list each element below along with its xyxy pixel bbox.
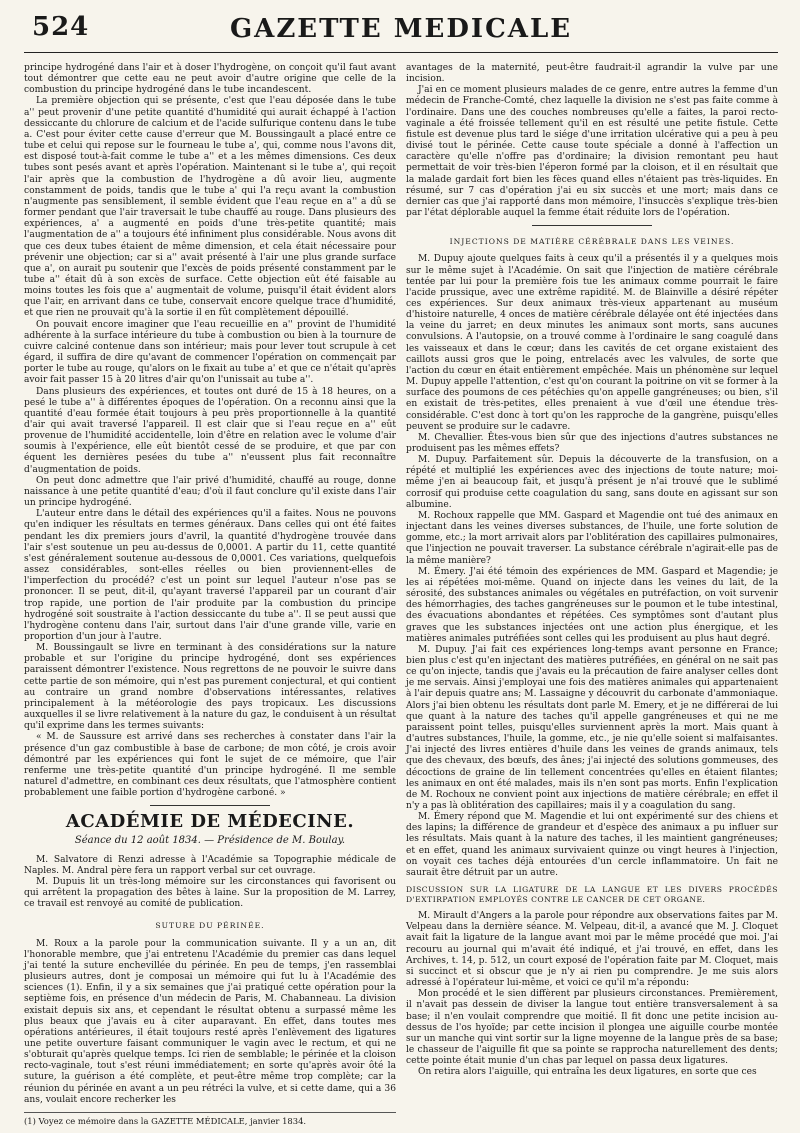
paragraph: principe hydrogéné dans l'air et à doser l'hydrogène, on conçoit qu'il faut avant tout démontrer que cette eau ne peut avoir d'autre origine que celle de la combustion du principe hydrogéné dans le tube incandescent. xyxy=(24,63,396,96)
subsection-heading: INJECTIONS DE MATIÈRE CÉRÉBRALE DANS LES VEINES. xyxy=(449,237,735,247)
paragraph: M. Dupuy. J'ai fait ces expériences long-temps avant personne en France; bien plus c'est qu'en injectant des matières putréfiées, en général on ne sait pas ce qu'on injecte, tandis que j'avais eu la précaution de faire analyser celles dont je me servais. Ainsi j'employai une fois des matières animales qui appartenaient à l'air depuis quatre ans; M. Lassaigne y découvrit du carbonate d'ammoniaque. Alors j'ai bien obtenu les résultats dont parle M. Emery, et je ne différerai de lui que quant à la nature des taches qu'il appelle gangréneuses et qui ne me paraissent point telles, puisqu'elles surviennent après la mort. Mais quant à d'autres substances, l'huile, la gomme, etc., je nie qu'elle soient si malfaisantes. J'ai injecté des livres entières d'huile dans les veines de grands animaux, tels que des chevaux, des bœufs, des ânes; j'ai injecté des solutions gommeuses, des décoctions de graine de lin tellement concentrées qu'elles en étaient filantes; les animaux en ont été malades, mais ils n'en sont pas morts. Enfin l'explication de M. Rochoux ne convient point aux injections de matière cérébrale; en effet il n'y a pas là oblitération des capillaires; mais il y a coagulation du sang. xyxy=(406,644,778,811)
paragraph: M. Dupuy. Parfaitement sûr. Depuis la découverte de la transfusion, on a répété et multiplié les expériences avec des injections de toute nature; moi-même j'en ai beaucoup fait, et jusqu'à présent je n'ai trouvé que le sublimé corrosif qui produise cette coagulation du sang, sans doute en agissant sur son albumine. xyxy=(406,455,778,510)
paragraph: M. Chevallier. Êtes-vous bien sûr que des injections d'autres substances ne produisent pas les mêmes effets? xyxy=(406,432,778,454)
footnote: (1) Voyez ce mémoire dans la GAZETTE MÉDICALE, janvier 1834. xyxy=(24,1112,396,1127)
paragraph: M. Boussingault se livre en terminant à des considérations sur la nature probable et sur l'origine du principe hydrogéné, dont ses expériences paraissent démontrer l'existence. Nous regrettons de ne pouvoir le suivre dans cette partie de son mémoire, qui n'est pas purement conjectural, et qui contient au contraire un grand nombre d'observations intéressantes, relatives principalement à la météorologie des pays tropicaux. Les discussions auxquelles il se livre relativement à la nature du gaz, le conduisent à un résultat qu'il exprime dans les termes suivants: xyxy=(24,643,396,732)
paragraph: M. Dupuy ajoute quelques faits à ceux qu'il a présentés il y a quelques mois sur le même sujet à l'Académie. On sait que l'injection de matière cérébrale tentée par lui pour la première fois tue les animaux comme pourrait le faire l'acide prussique, avec une extrême rapidité. M. de Blainville a désiré répéter ces expériences. Sur deux animaux très-vieux appartenant au muséum d'histoire naturelle, 4 onces de matière cérébrale délayée ont été injectées dans la veine du jarret; en deux minutes les animaux sont morts, sans aucunes convulsions. A l'autopsie, on a trouvé comme à l'ordinaire le sang coagulé dans les vaisseaux et dans le cœur; dans les cavités de cet organe existaient des caillots aussi gros que le poing, entrelacés avec les valvules, de sorte que l'action du cœur en était entièrement empêchée. Mais un phénomène sur lequel M. Dupuy appelle l'attention, c'est qu'on courant la poitrine on vit se former à la surface des poumons de ces pétéchies qu'on appelle gangréneuses; ou bien, s'il en existait de très-petites, elles prenaient à vue d'œil une étendue très-considérable. C'est donc à tort qu'on les rapproche de la gangrène, puisqu'elles peuvent se produire sur le cadavre. xyxy=(406,254,779,432)
quotation-paragraph: « M. de Saussure est arrivé dans ses recherches à constater dans l'air la présence d'un gaz combustible à base de carbone; de mon côté, je crois avoir démontré par les expériences qui font le sujet de ce mémoire, que l'air renferme une très-petite quantité d'un principe hydrogéné. Il me semble naturel d'admettre, en combinant ces deux résultats, que l'atmosphère contient probablement une faible portion d'hydrogène carboné. » xyxy=(24,732,396,799)
paragraph: M. Rochoux rappelle que MM. Gaspard et Magendie ont tué des animaux en injectant dans les veines diverses substances, de l'huile, une forte solution de gomme, etc.; la mort arrivait alors par l'oblitération des capillaires pulmonaires, que l'injection ne pouvait traverser. La substance cérébrale n'agirait-elle pas de la même manière? xyxy=(406,510,778,566)
journal-title: GAZETTE MEDICALE xyxy=(229,14,573,44)
divider xyxy=(532,225,652,226)
masthead xyxy=(24,8,778,53)
paragraph: M. Émery. J'ai été témoin des expériences de MM. Gaspard et Magendie; je les ai répétées moi-même. Quand on injecte dans les veines du lait, de la sérosité, des substances animales ou végétales en putréfaction, on voit survenir des hémorrhagies, des taches gangréneuses sur le poumon et le tube intestinal, des évacuations abondantes et répétées. Ces symptômes sont d'autant plus graves que les substances injectées ont une action plus énergique, et les matières animales putréfiées sont celles qui les produisent au plus haut degré. xyxy=(406,566,778,644)
paragraph: M. Mirault d'Angers a la parole pour répondre aux observations faites par M. Velpeau dans la dernière séance. M. Velpeau, dit-il, a avancé que M. J. Cloquet avait fait la ligature de la langue avant moi par le même procédé que moi. J'ai recouru au journal qui m'avait été indiqué, et j'ai trouvé, en effet, dans les Archives, t. 14, p. 512, un court exposé de l'opération faite par M. Cloquet, mais si succinct et si obscur que je n'y ai rien pu comprendre. Je me suis alors adressé à l'opérateur lui-même, et voici ce qu'il m'a répondu: xyxy=(406,911,778,989)
paragraph: M. Salvatore di Renzi adresse à l'Académie sa Topographie médicale de Naples. M. Andral père fera un rapport verbal sur cet ouvrage. xyxy=(24,854,396,876)
page-number: 524 xyxy=(32,12,90,42)
session-line: Séance du 12 août 1834. — Présidence de M. Boulay. xyxy=(74,835,346,847)
paragraph: Mon procédé et le sien diffèrent par plusieurs circonstances. Premièrement, il n'avait pas dessein de diviser la langue tout entière transversalement à sa base; il n'en voulait comprendre que moitié. Il fit donc une petite incision au-dessus de l'os hyoïde; par cette incision il plongea une aiguille courbe montée sur un manche qui vint sortir sur la ligne moyenne de la langue près de sa base; le chasseur de l'aiguille fit que sa pointe se rapprocha naturellement des dents; cette pointe était munie d'un chas par lequel on passa deux ligatures. xyxy=(406,989,778,1067)
paragraph: avantages de la maternité, peut-être faudrait-il agrandir la vulve par une incision. xyxy=(406,63,778,85)
section-title: ACADÉMIE DE MÉDECINE. xyxy=(65,811,355,833)
left-column xyxy=(24,63,396,1127)
divider xyxy=(150,805,270,806)
subsection-heading: DISCUSSION SUR LA LIGATURE DE LA LANGUE ET LES DIVERS PROCÉDÉS D'EXTIRPATION EMPLOYÉS CONTRE LE CANCER DE CET ORGANE. xyxy=(406,885,778,905)
right-column xyxy=(406,63,778,1127)
paragraph: L'auteur entre dans le détail des expériences qu'il a faites. Nous ne pouvons qu'en indiquer les résultats en termes généraux. Dans celles qui ont été faites pendant les dix premiers jours d'avril, la quantité d'hydrogène trouvée dans l'air s'est soutenue un peu au-dessus de 0,0001. A partir du 11, cette quantité s'est généralement soutenue au-dessous de 0,0001. Ces variations, quelquefois assez considérables, sont-elles réelles ou bien proviennent-elles de l'imperfection du procédé? c'est un point sur lequel l'auteur n'ose pas se prononcer. Il se peut, dit-il, qu'ayant traversé l'appareil par un courant d'air trop rapide, une portion de l'air produite par la combustion du principe hydrogéné soit soustraite à l'action dessiccante du tube a''. Il se peut aussi que l'hydrogène contenu dans l'air, surtout dans l'air d'une grande ville, varie en proportion d'un jour à l'autre. xyxy=(24,509,396,642)
paragraph: La première objection qui se présente, c'est que l'eau déposée dans le tube a'' peut provenir d'une petite quantité d'humidité qui aurait échappé à l'action dessiccante du chlorure de calcium et de l'acide sulfurique contenu dans le tube a. C'est pour éviter cette cause d'erreur que M. Boussingault a placé entre ce tube et celui qui repose sur le fourneau le tube a', qui, comme nous l'avons dit, est disposé tout-à-fait comme le tube a'' et a les mêmes dimensions. Ces deux tubes sont pesés avant et après l'opération. Maintenant si le tube a', qui reçoit l'air après que la combustion de l'hydrogène a dû avoir lieu, augmente constamment de poids, tandis que le tube a' qui l'a reçu avant la combustion n'augmente pas sensiblement, il semble évident que l'eau reçue en a'' a dû se former pendant que l'air traversait le tube chauffé au rouge. Dans plusieurs des expériences, a' a augmenté en poids d'une très-petite quantité; mais l'augmentation de a'' a toujours été infiniment plus considérable. Nous avons dit que ces deux tubes étaient de même dimension, et cela était nécessaire pour prévenir une objection; car si a'' avait présenté à l'air une plus grande surface que a', on aurait pu soutenir que l'excès de poids présenté constamment par le tube a'' était dû à son excès de surface. Cette objection eût été faisable au moins toutes les fois que a' augmentait de volume, puisqu'il était évident alors que l'air, en arrivant dans ce tube, conservait encore quelque trace d'humidité, et que rien ne prouvait qu'à la sortie il en fût complètement dépouillé. xyxy=(24,96,396,319)
text-columns xyxy=(24,63,778,1127)
paragraph: On pouvait encore imaginer que l'eau recueillie en a'' provint de l'humidité adhérente à la surface intérieure du tube à combustion ou bien à la tournure de cuivre calciné contenue dans son intérieur; mais pour lever tout scrupule à cet égard, il suffira de dire qu'avant de commencer l'opération on commençait par porter le tube au rouge, qu'alors on le fixait au tube a' et que ce n'était qu'après avoir fait passer 15 à 20 litres d'air qu'on l'unissait au tube a''. xyxy=(24,319,396,386)
subsection-heading: SUTURE DU PÉRINÉE. xyxy=(155,921,265,931)
paragraph: J'ai en ce moment plusieurs malades de ce genre, entre autres la femme d'un médecin de Franche-Comté, chez laquelle la division ne s'est pas faite comme à l'ordinaire. Dans une des couches nombreuses qu'elle a faites, la paroi recto-vaginale a été froissée tellement qu'il en est résulté une petite fistule. Cette fistule est devenue plus tard le siége d'une irritation ulcérative qui a peu à peu divisé tout le périnée. Cette cause toute spéciale a donné à l'affection un caractère qu'elle n'offre pas d'ordinaire; la division remontant peu haut permettait de voir très-bien l'éperon formé par la cloison, et il en résultait que la malade gardait fort bien les fèces quand elles n'étaient pas très-liquides. En résumé, sur 7 cas d'opération j'ai eu six succès et une mort; mais dans ce dernier cas que j'ai rapporté dans mon mémoire, l'insuccès s'explique très-bien par l'état déplorable auquel la femme était réduite lors de l'opération. xyxy=(406,85,778,219)
paragraph: M. Roux a la parole pour la communication suivante. Il y a un an, dit l'honorable membre, que j'ai entretenu l'Académie du premier cas dans lequel j'ai tenté la suture enchevillée du périnée. En peu de temps, j'en rassemblai plusieurs autres, dont je composai un mémoire qui fut lu à l'Académie des sciences (1). Enfin, il y a six semaines que j'ai pratiqué cette opération pour la septième fois, en présence d'un médecin de Paris, M. Chabanneau. La division existait depuis six ans, et cependant le résultat obtenu a surpassé même les plus beaux que j'avais eu à citer auparavant. En effet, dans toutes mes opérations antérieures, il était toujours resté après l'enlèvement des ligatures une petite ouverture faisant communiquer le vagin avec le rectum, et qui ne s'obturait qu'après quelque temps. Ici rien de semblable; le périnée et la cloison recto-vaginale, tout s'est réuni immédiatement; en sorte qu'après avoir ôté la suture, la guérison a été complète, et peut-être même trop complète; car la réunion du périnée en avant a un peu rétréci la vulve, et si cette dame, qui a 36 ans, voulait encore recherker les xyxy=(24,938,396,1105)
paragraph: Dans plusieurs des expériences, et toutes ont duré de 15 à 18 heures, on a pesé le tube a'' à différentes époques de l'opération. On a reconnu ainsi que la quantité d'eau formée était toujours à peu près proportionnelle à la quantité d'air qui avait traversé l'appareil. Il est clair que si l'eau reçue en a'' eût provenue de l'humidité accidentelle, loin d'être en relation avec le volume d'air soumis à l'expérience, elle eût bientôt cessé de se produire, et que par con équent les dernières pesées du tube a'' n'eussent plus fait reconnaître d'augmentation de poids. xyxy=(24,386,396,475)
paragraph: M. Dupuis lit un très-long mémoire sur les circonstances qui favorisent ou qui arrêtent la propagation des bêtes à laine. Sur la proposition de M. Larrey, ce travail est renvoyé au comité de publication. xyxy=(24,876,396,910)
paragraph: On retira alors l'aiguille, qui entraîna les deux ligatures, en sorte que ces xyxy=(418,1067,757,1078)
paragraph: M. Émery répond que M. Magendie et lui ont expérimenté sur des chiens et des lapins; la différence de grandeur et d'espèce des animaux a pu influer sur les résultats. Mais quant à la nature des taches, il les maintient gangréneuses; et en effet, quand les animaux survivaient quinze ou vingt heures à l'injection, on voyait ces taches déjà entourées d'un cercle inflammatoire. Un fait ne saurait être détruit par un autre. xyxy=(406,812,778,878)
paragraph: On peut donc admettre que l'air privé d'humidité, chauffé au rouge, donne naissance à une petite quantité d'eau; d'où il faut conclure qu'il existe dans l'air un principe hydrogéné. xyxy=(24,475,396,509)
